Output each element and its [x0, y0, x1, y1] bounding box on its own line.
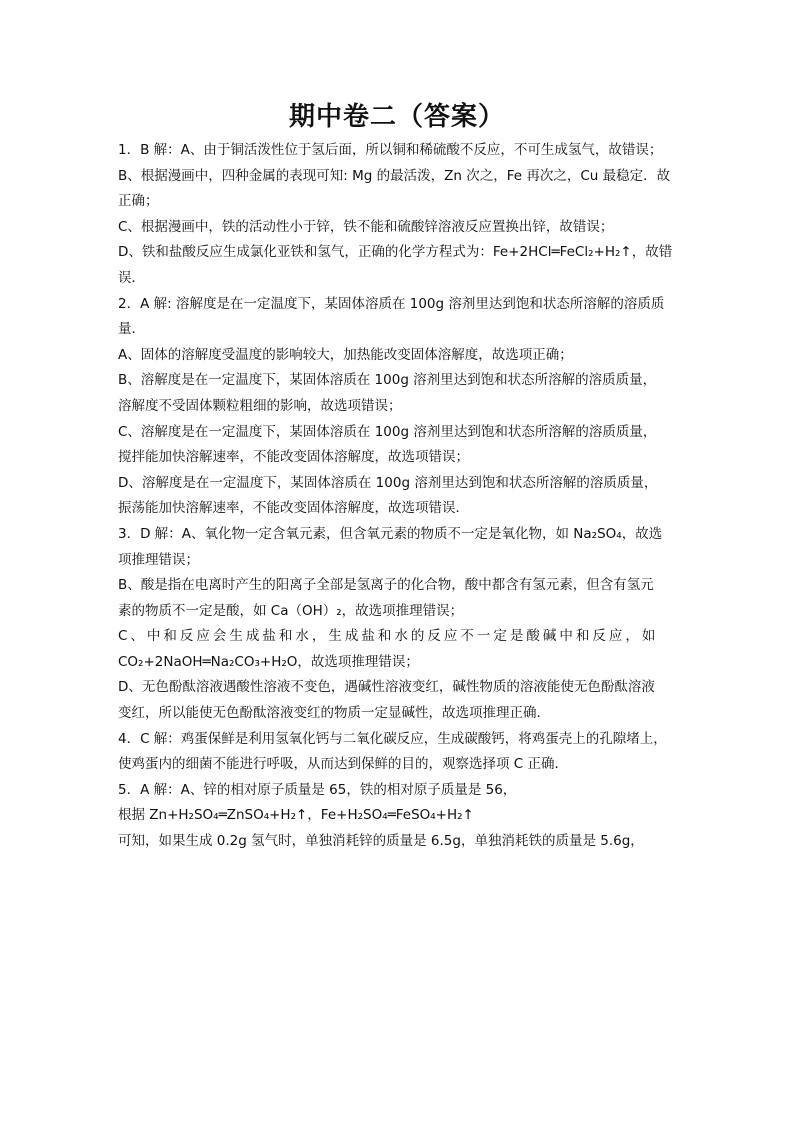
answer-line: 5．A 解：A、锌的相对原子质量是 65，铁的相对原子质量是 56，	[118, 781, 517, 798]
answer-line: 溶解度不受固体颗粒粗细的影响，故选项错误；	[118, 397, 402, 414]
answer-line: 素的物质不一定是酸，如 Ca（OH）₂，故选项推理错误；	[118, 602, 464, 619]
answer-line: C、根据漫画中，铁的活动性小于锌，铁不能和硫酸锌溶液反应置换出锌，故错误；	[118, 218, 614, 235]
answer-line: D、铁和盐酸反应生成氯化亚铁和氢气，正确的化学方程式为：Fe+2HCl═FeCl₂+H₂↑，故错	[118, 244, 673, 261]
page-title: 期中卷二（答案）	[288, 102, 505, 132]
answer-line: D、溶解度是在一定温度下，某固体溶质在 100g 溶剂里达到饱和状态所溶解的溶质质量，	[118, 474, 658, 491]
answer-line: B、酸是指在电离时产生的阳离子全部是氢离子的化合物，酸中都含有氢元素，但含有氢元	[118, 577, 654, 594]
answer-line: C、中和反应会生成盐和水，生成盐和水的反应不一定是酸碱中和反应，如	[118, 628, 659, 645]
answer-body	[118, 138, 684, 855]
answer-line: 4．C 解：鸡蛋保鲜是利用氢氧化钙与二氧化碳反应，生成碳酸钙，将鸡蛋壳上的孔隙堵上，	[118, 730, 667, 747]
answer-line: CO₂+2NaOH═Na₂CO₃+H₂O，故选项推理错误；	[118, 653, 419, 670]
answer-line: C、溶解度是在一定温度下，某固体溶质在 100g 溶剂里达到饱和状态所溶解的溶质质量，	[118, 423, 657, 440]
answer-line: 1．B 解：A、由于铜活泼性位于氢后面，所以铜和稀硫酸不反应，不可生成氢气，故错误；	[118, 142, 663, 158]
answer-line: 搅拌能加快溶解速率，不能改变固体溶解度，故选项错误；	[118, 449, 469, 466]
answer-line: 使鸡蛋内的细菌不能进行呼吸，从而达到保鲜的目的，观察选择项 C 正确．	[118, 756, 569, 773]
answer-line: 项推理错误；	[118, 551, 199, 568]
answer-line: 根据 Zn+H₂SO₄═ZnSO₄+H₂↑，Fe+H₂SO₄═FeSO₄+H₂↑	[118, 807, 474, 824]
answer-line: 可知，如果生成 0.2g 氢气时，单独消耗锌的质量是 6.5g，单独消耗铁的质量是 5.6g，	[118, 833, 644, 850]
answer-line: B、溶解度是在一定温度下，某固体溶质在 100g 溶剂里达到饱和状态所溶解的溶质质量，	[118, 372, 657, 389]
answer-line: 变红，所以能使无色酚酞溶液变红的物质一定显碱性，故选项推理正确．	[118, 705, 550, 722]
answer-line: 振荡能加快溶解速率，不能改变固体溶解度，故选项错误．	[118, 500, 469, 517]
answer-line: 2．A 解: 溶解度是在一定温度下，某固体溶质在 100g 溶剂里达到饱和状态所溶解的溶质质	[118, 295, 665, 312]
answer-line: A、固体的溶解度受温度的影响较大，加热能改变固体溶解度，故选项正确；	[118, 346, 573, 363]
answer-line: B、根据漫画中，四种金属的表现可知: Mg 的最活泼，Zn 次之，Fe 再次之，Cu 最稳定．故	[118, 167, 671, 184]
answer-line: 量．	[118, 321, 145, 338]
answer-line: 误．	[118, 269, 145, 286]
answer-line: 正确；	[118, 193, 159, 210]
answer-line: 3．D 解：A、氧化物一定含氧元素，但含氧元素的物质不一定是氧化物，如 Na₂SO₄，故选	[118, 525, 663, 542]
answer-line: D、无色酚酞溶液遇酸性溶液不变色，遇碱性溶液变红，碱性物质的溶液能使无色酚酞溶液	[118, 679, 655, 696]
